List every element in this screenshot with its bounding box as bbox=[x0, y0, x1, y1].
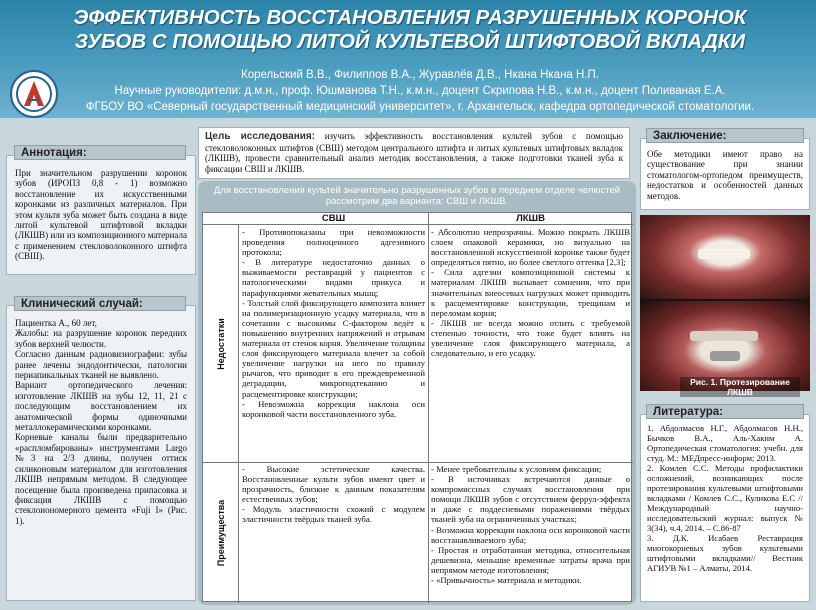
photo-upper-teeth bbox=[640, 215, 810, 299]
poster-title bbox=[10, 6, 810, 54]
goal-label: Цель исследования: bbox=[205, 131, 316, 142]
literature-box bbox=[640, 414, 810, 602]
university-logo-icon bbox=[10, 70, 58, 118]
annotation-box bbox=[6, 155, 196, 275]
poster-header bbox=[0, 0, 816, 118]
goal-box bbox=[198, 127, 630, 179]
institution: ФГБОУ ВО «Северный государственный медицинский университет», г. Архангельск, кафедра ортопедической стоматологии. bbox=[85, 101, 755, 113]
corner-cell bbox=[203, 213, 239, 225]
literature-item-1: 1. Абдолмасов Н.Г., Абдолмасов Н.Н., Бычков В.А., Аль-Хаким А. Ортопедическая стоматология: учебн. для студ. М.: МЕДпресс-информ; 2013. bbox=[647, 423, 803, 463]
column-header-svsh: СВШ bbox=[239, 213, 428, 225]
literature-item-2: 2. Комлев С.С. Методы профилактики осложнений, возникающих после протезирования культевыми штифтовыми вкладками / Комлев С.С., Куликова Е.С //Международный научно-исследовательский журнал: выпуск № 3(34), ч.4, 2014. – С.86-87 bbox=[647, 463, 803, 533]
cell-disadvantages-lkshv: - Абсолютно непрозрачны. Можно покрыть ЛКШВ слоем опаковой керамики, но визуально на восстановленной искусственной коронке также будет определяться пятно, но более светлого оттенка [2,3]; - Сила адгезии композиционной системы к материалам ЛКШВ вызывает сомнения, что при значительных внеосевых нагрузках может приводить к расцементировке конструкции, трещинам и переломам корня; - ЛКШВ не всегда можно отлить с требуемой степенью точности, что тоже будет влиять на увеличение слоя фиксирующего материала, а следовательно, и его усадку. bbox=[431, 227, 630, 359]
comparison-table bbox=[202, 212, 632, 602]
case-line-1: Жалобы: на разрушение коронок передних зубов верхней челюсти. bbox=[15, 328, 187, 349]
conclusion-box bbox=[640, 138, 810, 210]
authors-block bbox=[60, 67, 780, 115]
cell-advantages-svsh: - Высокие эстетические качества. Восстановленные культи зубов имеют цвет и прозрачность, близкие к данным показателям естественных зубов; - Модуль эластичности схожий с модулем эластичности твёрдых тканей зуба. bbox=[242, 464, 425, 525]
conclusion-heading: Заключение: bbox=[646, 128, 804, 143]
case-line-2: Согласно данным радиовизиографии: зубы ранее лечены эндодонтически, патологии периапикальных тканей не выявлено. bbox=[15, 349, 187, 381]
annotation-heading: Аннотация: bbox=[14, 145, 186, 160]
case-line-4: Корневые каналы были предварительно «распломбированы» инструментами Largo №3 на 2/3 длины, получен оттиск силиконовым материалом для изготовления ЛКШВ непрямым методом. В следующее посещение была произведена припасовка и фиксация ЛКШВ с помощью стеклоиономерного цемента «Fuji I» (Рис. 1). bbox=[15, 432, 187, 526]
row-divider bbox=[203, 462, 633, 463]
literature-heading: Литература: bbox=[646, 404, 804, 419]
row-header-disadvantages bbox=[203, 225, 239, 462]
case-line-0: Пациентка А., 60 лет, bbox=[15, 318, 97, 328]
authors-list: Корельский В.В., Филиппов В.А., Журавлёв Д.В., Нкана Нкана Н.П. bbox=[241, 69, 599, 81]
literature-item-3: 3. Д.К. Исабаев Реставрация многокорневых зубов культевыми штифтовыми вкладками// Вестник АГИУВ №1 – Алматы, 2014. bbox=[647, 533, 803, 573]
row-header-advantages bbox=[203, 462, 239, 603]
row-label-disadvantages: Недостатки bbox=[215, 317, 226, 370]
cell-disadvantages-svsh: - Противопоказаны при невозможности проведения полноценного адгезивного протокола; - В литературе недостаточно данных о выживаемости реставраций у пациентов с патологическими видами прикуса и парафункциями жевательных мышц; - Толстый слой фиксирующего композита влияет на полимеризационную усадку материала, что в сочетании с высокимы C-фактором ведёт к повышению внутренних напряжений и отрывам материала от стенок корня. Увеличение толщины слоя фиксирующего материала влечет за собой увеличение нагрузки на него по правилу рычагов, что приводит к его преждевременной деградации, микроподтеканию и расцементировке конструкции; - Невозможна коррекция наклона оси коронковой части восстановленного зуба. bbox=[242, 227, 425, 419]
annotation-text: При значительном разрушении коронок зубов (ИРОПЗ 0,8 - 1) возможно восстановление их искусственными коронками из различных материалов. При этом культя зуба может быть создана в виде литой культевой штифтовой вкладки (ЛКШВ) или из композиционного материала с применением стекловолоконного штифта (СВШ). bbox=[15, 168, 187, 262]
title-line-2: ЗУБОВ С ПОМОЩЬЮ ЛИТОЙ КУЛЬТЕВОЙ ШТИФТОВОЙ ВКЛАДКИ bbox=[74, 30, 746, 53]
clinical-case-box bbox=[6, 305, 196, 601]
comparison-intro: Для восстановления культей значительно разрушенных зубов в переднем отделе челюстей рассмотрим два варианта: СВШ и ЛКШВ. bbox=[213, 185, 621, 207]
case-line-3: Вариант ортопедического лечения: изготовление ЛКШВ на зубы 12, 11, 21 с последующим восстановлением их анатомической формы одиночными металлокерамическими коронками. bbox=[15, 380, 187, 433]
cell-advantages-lkshv: - Менее требовательны к условиям фиксации; - В источниках встречаются данные о компромиссных случаях восстановления при помощи ЛКШВ зубов с отсутствием феррул-эффекта и даже с поддесневыми поражениями твёрдых тканей зуба на ограниченных участках; - Возможна коррекция наклона оси коронковой части восстанавливаемого зуба; - Простая и отработанная методика, относительная дешевизна, меньшие временные затраты врача при непрямом методе изготовления; - «Привычность» материала и методики. bbox=[431, 464, 630, 586]
row-label-advantages: Преимущества bbox=[215, 499, 226, 566]
comparison-panel bbox=[198, 181, 636, 605]
supervisors: Научные руководители: д.м.н., проф. Юшманова Т.Н., к.м.н., доцент Скрипова Н.В., к.м.н., доцент Поливаная Е.А. bbox=[114, 85, 726, 97]
goal-text: изучить эффективность восстановления культей зубов с помощью стекловолоконных штифтов (СВШ) методом центрального штифта и литых культевых штифтовых вкладок (ЛКШВ), провести сравнительный анализ методик восстановления, а также подготовки тканей зуба к фиксации СВШ и ЛКШВ. bbox=[205, 131, 623, 174]
title-line-1: ЭФФЕКТИВНОСТЬ ВОССТАНОВЛЕНИЯ РАЗРУШЕННЫХ КОРОНОК bbox=[73, 6, 747, 29]
goal-paragraph bbox=[205, 131, 623, 174]
figure-caption: Рис. 1. Протезирование ЛКШВ bbox=[680, 377, 800, 397]
clinical-case-heading: Клинический случай: bbox=[14, 296, 186, 311]
column-header-lkshv: ЛКШВ bbox=[428, 213, 633, 225]
conclusion-text: Обе методики имеют право на существование при знании стоматологом-ортопедом преимуществ, недостатков и особенностей данных методов. bbox=[647, 149, 803, 201]
figure-photo bbox=[640, 215, 810, 391]
column-divider bbox=[428, 213, 429, 603]
